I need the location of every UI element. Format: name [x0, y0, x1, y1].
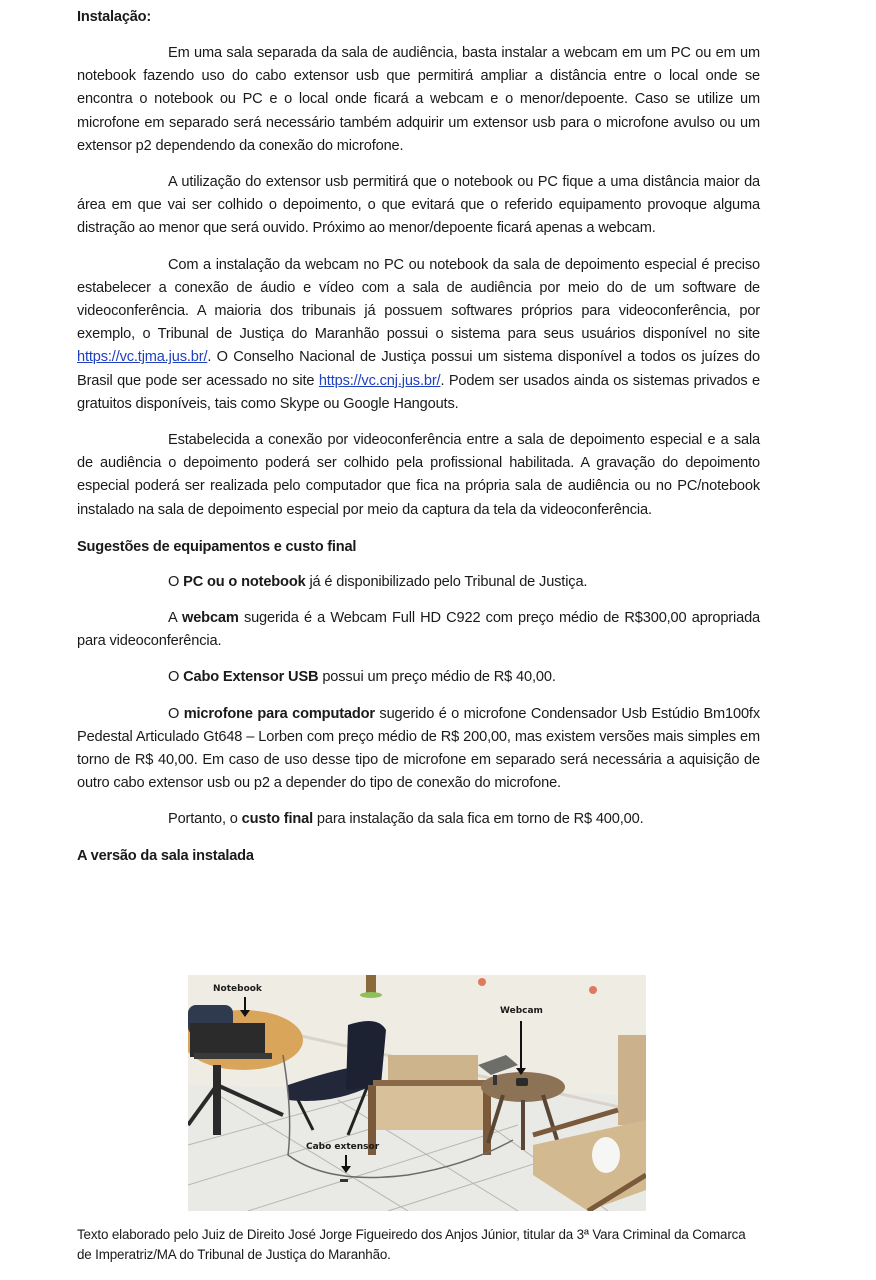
- item-bold: microfone para computador: [183, 705, 375, 722]
- paragraph-installation-1: Em uma sala separada da sala de audiência, basta instalar a webcam em um PC ou em um notebook fazendo uso do cabo extensor usb que permitirá ampliar a distância entre o local onde se encontra o notebook ou PC e o local onde ficará a webcam e o menor/depoente. Caso se utilize um microfone em separado será necessário também adquirir um extensor usb para o microfone avulso ou um extensor p2 dependendo da conexão do microfone.: [77, 45, 760, 154]
- item-bold: webcam: [182, 610, 239, 627]
- item-bold: Cabo Extensor USB: [183, 669, 319, 686]
- arrow-down-icon: [520, 1021, 522, 1069]
- paragraph-text: . O Conselho Nacional de Justiça possui um sistema disponível a todos os juízes do Brasil que pode ser acessado no site: [77, 349, 760, 389]
- author-caption: Texto elaborado pelo Juiz de Direito José Jorge Figueiredo dos Anjos Júnior, titular da 3ª Vara Criminal da Comarca de Imperatriz/MA do Tribunal de Justiça do Maranhão.: [77, 1227, 746, 1262]
- item-bold: PC ou o notebook: [183, 573, 306, 590]
- item-text: O: [168, 573, 184, 590]
- item-text: possui um preço médio de R$ 40,00.: [318, 669, 556, 686]
- item-bold: custo final: [241, 811, 313, 828]
- item-text: sugerido é o microfone Condensador Usb Estúdio Bm100fx Pedestal Articulado Gt648 – Lorben com preço médio de R$ 200,00, mas existem versões mais simples em torno de R$ 40,00. Em caso de uso desse tipo de microfone em separado será necessária a aquisição de outro cabo extensor usb ou p2 a depender do tipo de conexão do microfone.: [77, 705, 760, 792]
- document-page: [77, 0, 760, 868]
- label-webcam: Webcam: [500, 1006, 543, 1016]
- item-microphone: [77, 703, 760, 796]
- item-text: para instalação da sala fica em torno de R$ 400,00.: [312, 811, 644, 828]
- item-text: A: [168, 610, 183, 627]
- item-text: sugerida é a Webcam Full HD C922 com preço médio de R$300,00 apropriada para videoconferência.: [77, 610, 760, 650]
- item-cable: [77, 666, 760, 689]
- item-total-cost: [77, 808, 760, 831]
- item-text: já é disponibilizado pelo Tribunal de Justiça.: [305, 573, 588, 590]
- label-cable: Cabo extensor: [306, 1142, 380, 1152]
- link-tjma[interactable]: https://vc.tjma.jus.br/: [77, 349, 208, 366]
- item-text: O: [168, 705, 184, 722]
- paragraph-recording: Estabelecida a conexão por videoconferência entre a sala de depoimento especial e a sala de audiência o depoimento poderá ser colhido pela profissional habilitada. A gravação do depoimento especial poderá ser realizada pelo computador que fica na própria sala de audiência ou no PC/notebook instalado na sala de depoimento especial por meio da captura da tela da videoconferência.: [77, 432, 760, 518]
- heading-equipment: Sugestões de equipamentos e custo final: [77, 538, 357, 555]
- item-text: Portanto, o: [168, 811, 242, 828]
- label-notebook: Notebook: [213, 984, 262, 994]
- item-webcam: [77, 607, 760, 653]
- paragraph-videoconference: [77, 254, 760, 416]
- room-illustration: [188, 975, 646, 1211]
- arrow-down-icon: [345, 1155, 347, 1167]
- item-pc: [77, 571, 760, 594]
- item-text: O: [168, 669, 184, 686]
- paragraph-text: Com a instalação da webcam no PC ou notebook da sala de depoimento especial é preciso estabelecer a conexão de áudio e vídeo com a sala de audiência por meio do de um software de videoconferência. A maioria dos tribunais já possuem softwares próprios para videoconferência, por exemplo, o Tribunal de Justiça do Maranhão possui o sistema para seus usuários disponível no site: [77, 256, 760, 343]
- arrow-down-icon: [244, 997, 246, 1011]
- paragraph-text: . Podem ser usados ainda os sistemas privados e gratuitos disponíveis, tais como Skype ou Google Hangouts.: [77, 372, 760, 412]
- heading-installation: Instalação:: [77, 9, 152, 25]
- room-photo: [188, 975, 646, 1211]
- paragraph-installation-2: A utilização do extensor usb permitirá que o notebook ou PC fique a uma distância maior da área em que vai ser colhido o depoimento, o que evitará que o referido equipamento provoque alguma distração ao menor que será ouvido. Próximo ao menor/depoente ficará apenas a webcam.: [77, 174, 760, 237]
- heading-room: A versão da sala instalada: [77, 847, 254, 864]
- link-cnj[interactable]: https://vc.cnj.jus.br/: [318, 372, 441, 389]
